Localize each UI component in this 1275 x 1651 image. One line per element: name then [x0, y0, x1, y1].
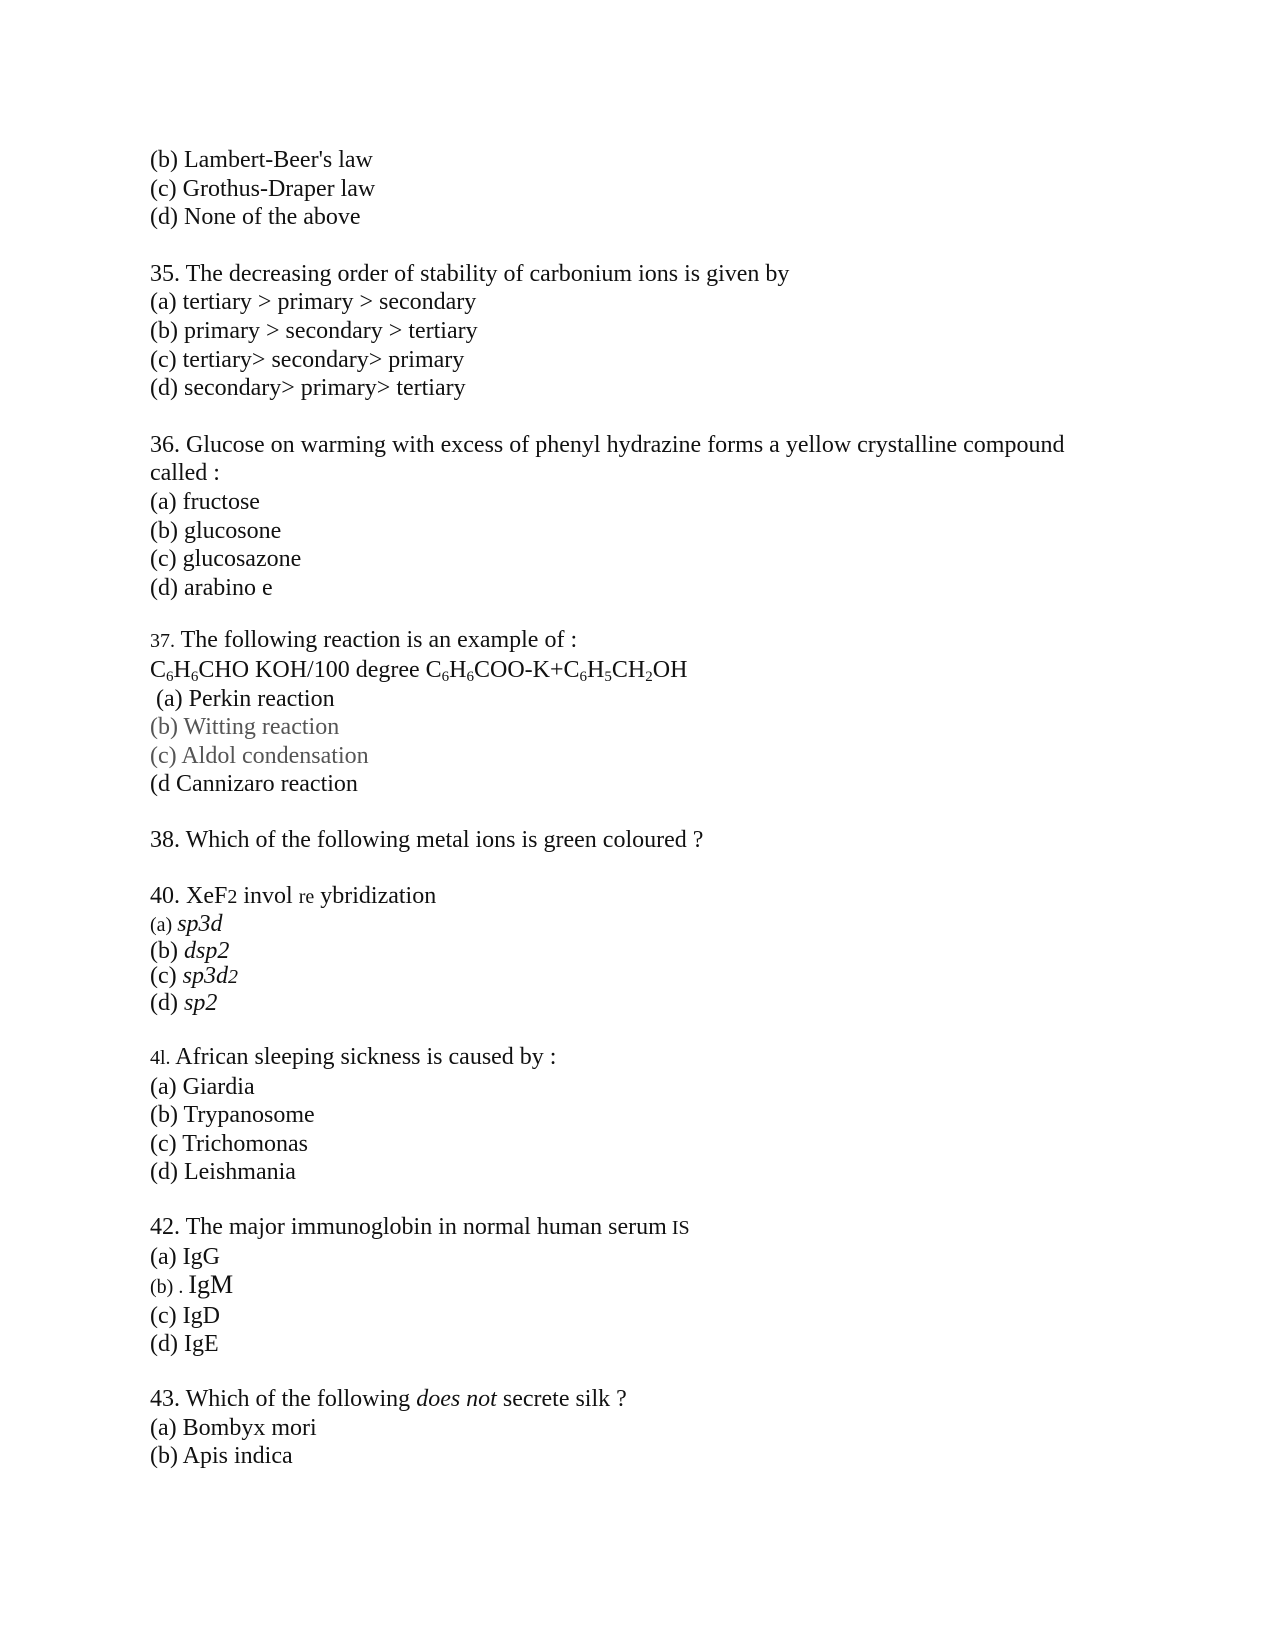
question-41	[150, 1043, 1150, 1187]
option-label: (a)	[150, 914, 178, 937]
reaction-part: CH	[611, 656, 646, 683]
question-text	[150, 1043, 1150, 1073]
option-label: (d)	[150, 989, 184, 1016]
option-b: (b) Witting reaction	[150, 714, 340, 741]
question-text	[150, 1213, 1150, 1243]
reaction-subscript: 6	[466, 668, 474, 685]
option-b	[150, 939, 1150, 965]
question-36	[150, 431, 1150, 603]
option-a	[150, 912, 1150, 939]
question-part: IS	[666, 1217, 690, 1240]
option-value: 2	[227, 966, 238, 989]
option-a: (a) Giardia	[150, 1073, 255, 1100]
question-text	[150, 1385, 1150, 1414]
option-c	[150, 964, 1150, 991]
reaction-part: CHO KOH/100 degree C	[198, 656, 442, 683]
option-a: (a) Perkin reaction	[156, 685, 335, 712]
option-a: (a) fructose	[150, 488, 260, 515]
option-value: sp3d	[182, 963, 228, 990]
option-value: sp2	[183, 989, 218, 1016]
question-stem: 42. The major immunoglobin in normal human serum	[150, 1214, 667, 1241]
question-part: 40. XeF	[150, 883, 228, 910]
reaction-subscript: 5	[604, 668, 612, 685]
reaction-part: COO-K+C	[474, 656, 580, 683]
option-d: (d) secondary> primary> tertiary	[150, 375, 466, 402]
question-text-line-1: 36. Glucose on warming with excess of phenyl hydrazine forms a yellow crystalline compound	[150, 431, 1065, 458]
option-label: (c)	[150, 963, 183, 990]
question-text-line-2: called :	[150, 460, 220, 487]
option-b: (b) primary > secondary > tertiary	[150, 317, 478, 344]
option-d	[150, 991, 1150, 1017]
question-number: 4l.	[150, 1047, 171, 1070]
option-c: (c) IgD	[150, 1302, 220, 1329]
option-d: (d Cannizaro reaction	[150, 771, 358, 798]
reaction-subscript: 6	[190, 668, 199, 685]
option-b: (b) glucosone	[150, 517, 282, 544]
option-b: (b) Apis indica	[150, 1443, 293, 1470]
question-emphasis: does not	[416, 1386, 497, 1412]
question-42	[150, 1213, 1150, 1359]
question-stem: African sleeping sickness is caused by :	[170, 1044, 557, 1071]
question-part: 43. Which of the following	[150, 1386, 417, 1412]
reaction-part: OH	[652, 656, 688, 683]
reaction-part: H	[587, 656, 605, 683]
option-value: dsp2	[183, 937, 230, 964]
question-text	[150, 626, 1150, 656]
reaction-subscript: 6	[441, 668, 450, 685]
option-c: (c) Grothus-Draper law	[150, 175, 376, 202]
question-38	[150, 826, 1150, 855]
option-c: (c) Aldol condensation	[150, 742, 369, 769]
option-c: (c) glucosazone	[150, 546, 302, 573]
reaction-part: C	[150, 656, 167, 683]
question-stem: The following reaction is an example of :	[180, 627, 578, 654]
question-part: secrete silk ?	[496, 1386, 627, 1412]
reaction-part: H	[173, 656, 191, 683]
option-d: (d) arabino e	[150, 574, 273, 601]
reaction-equation	[150, 656, 1150, 685]
question-page	[150, 146, 1150, 1499]
option-label: (b) .	[150, 1276, 189, 1299]
question-number: 37.	[150, 630, 175, 653]
option-b	[150, 1271, 1150, 1302]
question-part: ybridization	[314, 883, 437, 910]
option-b: (b) Trypanosome	[150, 1102, 315, 1129]
option-value: IgM	[188, 1270, 234, 1300]
reaction-part: H	[449, 656, 467, 683]
question-35	[150, 260, 1150, 403]
question-37	[150, 626, 1150, 799]
option-d: (d) Leishmania	[150, 1159, 296, 1186]
option-label: (b)	[150, 937, 184, 964]
option-value: sp3d	[177, 911, 223, 938]
question-34-options	[150, 146, 1150, 232]
option-d: (d) IgE	[150, 1331, 219, 1358]
option-a: (a) Bombyx mori	[150, 1414, 317, 1441]
question-text: 35. The decreasing order of stability of carbonium ions is given by	[150, 260, 790, 287]
question-43	[150, 1385, 1150, 1471]
option-c: (c) Trichomonas	[150, 1130, 308, 1157]
option-c: (c) tertiary> secondary> primary	[150, 346, 465, 373]
reaction-subscript: 6	[579, 668, 588, 685]
reaction-subscript: 6	[166, 668, 174, 685]
question-40	[150, 882, 1150, 1016]
question-part: 2	[227, 886, 238, 909]
question-part: invol	[237, 883, 299, 910]
option-b: (b) Lambert-Beer's law	[150, 147, 373, 173]
reaction-subscript: 2	[645, 668, 653, 685]
question-text: 38. Which of the following metal ions is green coloured ?	[150, 826, 704, 853]
question-part: re	[298, 886, 315, 909]
option-d: (d) None of the above	[150, 204, 361, 231]
question-text	[150, 882, 1150, 912]
option-a: (a) IgG	[150, 1243, 220, 1270]
option-a: (a) tertiary > primary > secondary	[150, 289, 477, 316]
